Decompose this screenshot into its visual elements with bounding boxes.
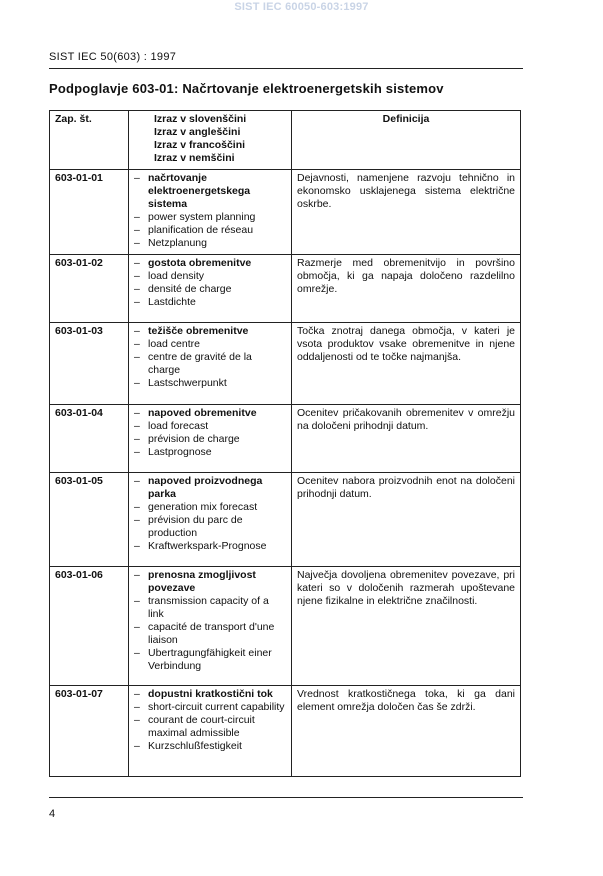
term-german: – Ubertragungfähigkeit einer Verbindung: [134, 647, 286, 673]
entry-terms: [129, 473, 292, 567]
term-german: – Lastprognose: [134, 446, 286, 459]
entry-terms: [129, 255, 292, 323]
term-french: – capacité de transport d'une liaison: [134, 621, 286, 647]
table-row: [50, 405, 521, 473]
section-title: Podpoglavje 603-01: Načrtovanje elektroenergetskih sistemov: [49, 81, 444, 96]
table-row: [50, 255, 521, 323]
term-slovenian: – dopustni kratkostični tok: [134, 688, 286, 701]
entry-definition: Točka znotraj danega območja, v kateri je vsota produktov vsake obremenitve in njene oddaljenosti od te točke najmanjša.: [292, 323, 521, 405]
header-term-slovenian: Izraz v slovenščini: [154, 113, 247, 125]
term-german: – Netzplanung: [134, 237, 286, 250]
term-french: – prévision du parc de production: [134, 514, 286, 540]
terms-table: [49, 110, 521, 777]
table-row: [50, 323, 521, 405]
entry-number: 603-01-07: [50, 686, 129, 777]
entry-number: 603-01-05: [50, 473, 129, 567]
definition-heading: Definicija: [382, 113, 430, 125]
entry-number: 603-01-04: [50, 405, 129, 473]
entry-definition: Ocenitev pričakovanih obremenitev v omrežju na določeni prihodnji datum.: [292, 405, 521, 473]
entry-terms: [129, 567, 292, 686]
watermark: SIST IEC 60050-603:1997: [234, 1, 369, 13]
entry-terms: [129, 323, 292, 405]
table-row: [50, 686, 521, 777]
term-slovenian: – gostota obremenitve: [134, 257, 286, 270]
term-french: – prévision de charge: [134, 433, 286, 446]
entry-number: 603-01-02: [50, 255, 129, 323]
entry-definition: Največja dovoljena obremenitev povezave, pri kateri so v določenih razmerah upoštevane njene fizikalne in električne značilnosti.: [292, 567, 521, 686]
term-slovenian: – napoved obremenitve: [134, 407, 286, 420]
entry-terms: [129, 686, 292, 777]
entry-definition: Razmerje med obremenitvijo in površino območja, ki ga napaja določeno razdelilno omrežje.: [292, 255, 521, 323]
document-reference: SIST IEC 50(603) : 1997: [49, 51, 177, 63]
term-slovenian: – napoved proizvodnega parka: [134, 475, 286, 501]
entry-terms: [129, 405, 292, 473]
table-row: [50, 473, 521, 567]
header-rule: [49, 68, 523, 69]
page-number: 4: [49, 808, 56, 820]
entry-definition: Vrednost kratkostičnega toka, ki ga dani element omrežja določen čas še zdrži.: [292, 686, 521, 777]
entry-number: 603-01-06: [50, 567, 129, 686]
term-german: – Lastdichte: [134, 296, 286, 309]
term-french: – courant de court-circuit maximal admissible: [134, 714, 286, 740]
column-header-number: Zap. št.: [50, 111, 129, 170]
term-german: – Kurzschlußfestigkeit: [134, 740, 286, 753]
entry-number: 603-01-03: [50, 323, 129, 405]
term-english: – transmission capacity of a link: [134, 595, 286, 621]
header-term-german: Izraz v nemščini: [154, 152, 235, 164]
term-english: – short-circuit current capability: [134, 701, 286, 714]
entry-definition: Dejavnosti, namenjene razvoju tehnično in ekonomsko usklajenega sistema električne oskrbe.: [292, 170, 521, 255]
header-term-english: Izraz v angleščini: [154, 126, 241, 138]
table-header-row: [50, 111, 521, 170]
footer-rule: [49, 797, 523, 798]
term-slovenian: – načrtovanje elektroenergetskega sistema: [134, 172, 286, 211]
term-german: – Lastschwerpunkt: [134, 377, 286, 390]
term-english: – power system planning: [134, 211, 286, 224]
table-row: [50, 567, 521, 686]
term-slovenian: – težišče obremenitve: [134, 325, 286, 338]
entry-definition: Ocenitev nabora proizvodnih enot na določeni prihodnji datum.: [292, 473, 521, 567]
column-header-definition: [292, 111, 521, 170]
term-french: – densité de charge: [134, 283, 286, 296]
entry-terms: [129, 170, 292, 255]
term-english: – load density: [134, 270, 286, 283]
header-term-french: Izraz v francoščini: [154, 139, 246, 151]
term-english: – load centre: [134, 338, 286, 351]
term-french: – centre de gravité de la charge: [134, 351, 286, 377]
term-german: – Kraftwerkspark-Prognose: [134, 540, 286, 553]
term-slovenian: – prenosna zmogljivost povezave: [134, 569, 286, 595]
column-header-terms: [129, 111, 292, 170]
entry-number: 603-01-01: [50, 170, 129, 255]
term-french: – planification de réseau: [134, 224, 286, 237]
term-english: – generation mix forecast: [134, 501, 286, 514]
term-english: – load forecast: [134, 420, 286, 433]
table-row: [50, 170, 521, 255]
